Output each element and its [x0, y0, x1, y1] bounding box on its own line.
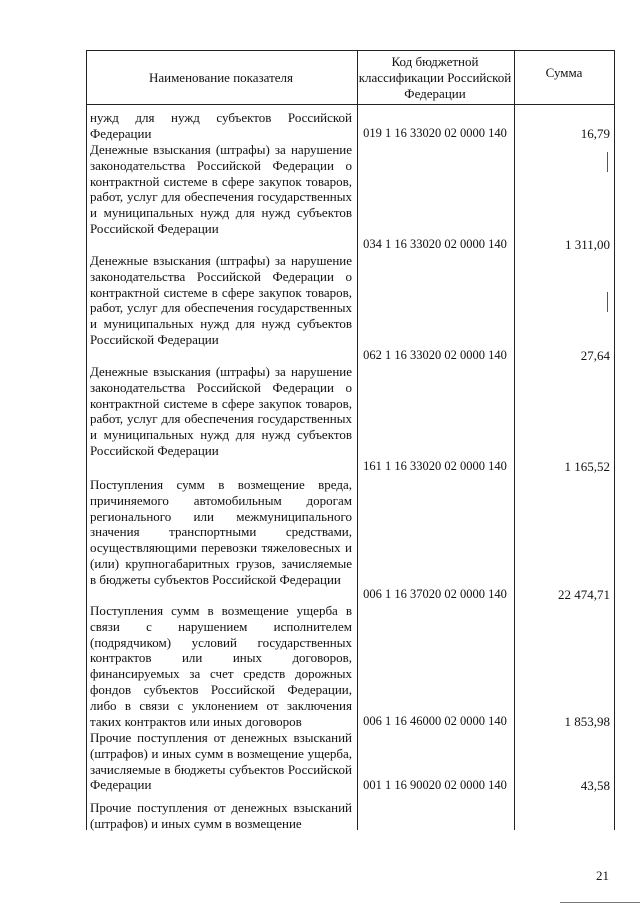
header-code: Код бюджетной классификации Российской Федерации [358, 53, 512, 101]
row-description: Прочие поступления от денежных взысканий (штрафов) и иных сумм в возмещение ущерба, зачисляемые в бюджеты субъектов Российской Федерации [90, 730, 352, 793]
footer-line [560, 902, 640, 903]
row-description: Денежные взыскания (штрафы) за нарушение законодательства Российской Федерации о контрактной системе в сфере закупок товаров, работ, услуг для обеспечения государственных и муниципальных нужд для нужд субъектов Российской Федерации [90, 253, 352, 347]
row-description: Прочие поступления от денежных взысканий (штрафов) и иных сумм в возмещение [90, 800, 352, 831]
row-code: 006 1 16 46000 02 0000 140 [363, 714, 507, 728]
row-code: 001 1 16 90020 02 0000 140 [363, 778, 507, 792]
row-sum: 43,58 [580, 778, 610, 793]
row-code: 019 1 16 33020 02 0000 140 [363, 126, 507, 140]
row-sum: 1 165,52 [564, 459, 610, 474]
row-description: Поступления сумм в возмещение вреда, причиняемого автомобильным дорогам регионального или межмуниципального значения транспортными средствами, осуществляющими перевозки тяжеловесных и (или) крупногабаритных грузов, зачисляемые в бюджеты субъектов Российской Федерации [90, 477, 352, 587]
row-code: 034 1 16 33020 02 0000 140 [363, 237, 507, 251]
row-description: Денежные взыскания (штрафы) за нарушение законодательства Российской Федерации о контрактной системе в сфере закупок товаров, работ, услуг для обеспечения государственных и муниципальных нужд для нужд субъектов Российской Федерации [90, 364, 352, 458]
column-sum-frame [514, 50, 615, 830]
row-sum: 22 474,71 [558, 587, 610, 602]
row-description: нужд для нужд субъектов Российской Федерации [90, 110, 352, 141]
column-code-frame [356, 50, 515, 830]
row-sum: 27,64 [580, 348, 610, 363]
scan-mark [607, 152, 608, 172]
row-sum: 16,79 [580, 126, 610, 141]
row-sum: 1 853,98 [564, 714, 610, 729]
row-code: 062 1 16 33020 02 0000 140 [363, 348, 507, 362]
header-bottom-border [86, 104, 614, 105]
page-number: 21 [596, 868, 609, 883]
row-description: Поступления сумм в возмещение ущерба в связи с нарушением исполнителем (подрядчиком) условий государственных контрактов или иных договоров, финансируемых за счет средств дорожных фондов субъектов Российской Федерации, либо в связи с уклонением от заключения таких контрактов или иных договоров [90, 603, 352, 729]
row-code: 006 1 16 37020 02 0000 140 [363, 587, 507, 601]
scan-mark [607, 292, 608, 312]
row-sum: 1 311,00 [564, 237, 610, 252]
header-name: Наименование показателя [148, 69, 294, 85]
row-description: Денежные взыскания (штрафы) за нарушение законодательства Российской Федерации о контрактной системе в сфере закупок товаров, работ, услуг для обеспечения государственных и муниципальных нужд для нужд субъектов Российской Федерации [90, 142, 352, 236]
row-code: 161 1 16 33020 02 0000 140 [363, 459, 507, 473]
header-sum: Сумма [545, 65, 583, 80]
